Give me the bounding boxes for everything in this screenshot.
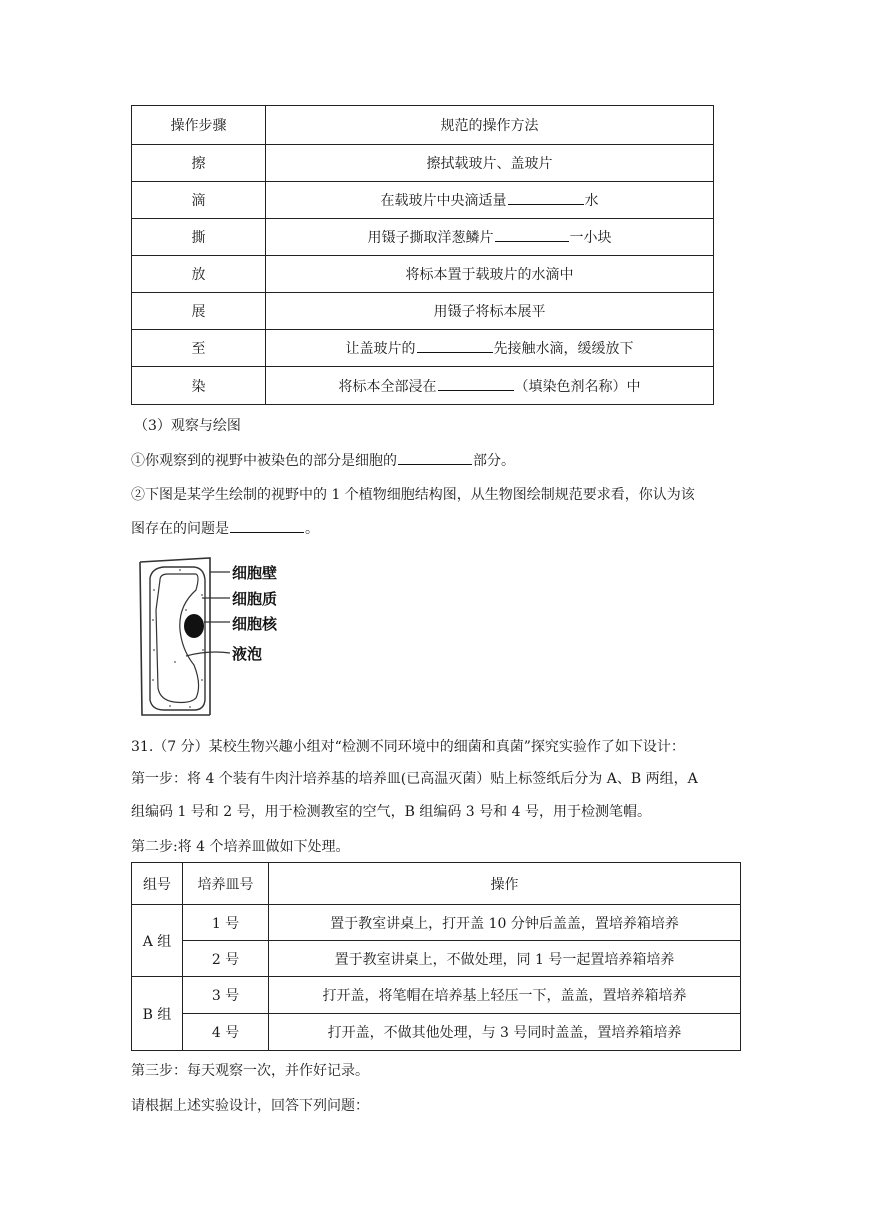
q31-line-4: 第二步:将 4 个培养皿做如下处理。 [131, 839, 350, 855]
answer-blank[interactable] [230, 518, 304, 533]
header-method: 规范的操作方法 [266, 106, 714, 145]
q31-line-3: 组编码 1 号和 2 号，用于检测教室的空气，B 组编码 3 号和 4 号，用于检测笔帽。 [131, 804, 651, 820]
table-row [132, 182, 714, 219]
method-cell: 将标本全部浸在 （填染色剂名称）中 [266, 367, 714, 405]
step-cell: 擦 [132, 145, 266, 182]
header-operation: 操作 [269, 863, 741, 905]
answer-blank[interactable] [438, 376, 514, 391]
step-cell: 放 [132, 256, 266, 293]
nucleus-shape [184, 614, 204, 638]
q31-line-2: 第一步：将 4 个装有牛肉汁培养基的培养皿(已高温灭菌）贴上标签纸后分为 A、B 两组，A [131, 771, 698, 787]
header-step: 操作步骤 [132, 106, 266, 145]
dish-cell: 3 号 [183, 977, 269, 1014]
answer-blank[interactable] [398, 450, 472, 465]
operation-steps-table [131, 105, 714, 405]
q31-line-1: 31.（7 分）某校生物兴趣小组对“检测不同环境中的细菌和真菌”探究实验作了如下设计： [131, 739, 685, 755]
group-cell: A 组 [132, 905, 183, 977]
table-row [132, 977, 741, 1014]
table-row [132, 293, 714, 330]
table-header-row [132, 106, 714, 145]
table-row [132, 145, 714, 182]
table-row [132, 905, 741, 941]
dish-cell: 2 号 [183, 941, 269, 977]
q31-line-6: 请根据上述实验设计，回答下列问题： [131, 1098, 369, 1114]
operation-cell: 置于教室讲桌上，不做处理，同 1 号一起置培养箱培养 [269, 941, 741, 977]
dish-cell: 1 号 [183, 905, 269, 941]
question-2-line-1: ②下图是某学生绘制的视野中的 1 个植物细胞结构图，从生物图绘制规范要求看，你认为该 [131, 487, 695, 503]
header-group: 组号 [132, 863, 183, 905]
step-cell: 展 [132, 293, 266, 330]
question-2-line-2: 图存在的问题是 。 [131, 518, 319, 538]
step-cell: 撕 [132, 219, 266, 256]
method-cell: 让盖玻片的 先接触水滴，缓缓放下 [266, 330, 714, 367]
method-cell: 擦拭载玻片、盖玻片 [266, 145, 714, 182]
step-cell: 滴 [132, 182, 266, 219]
answer-blank[interactable] [417, 338, 493, 353]
question-1: ①你观察到的视野中被染色的部分是细胞的 部分。 [131, 450, 515, 470]
operation-cell: 打开盖，不做其他处理，与 3 号同时盖盖，置培养箱培养 [269, 1014, 741, 1051]
answer-blank[interactable] [508, 190, 584, 205]
culture-dish-table [131, 862, 741, 1051]
table-row [132, 1014, 741, 1051]
section-title: （3）观察与绘图 [134, 418, 241, 434]
q31-line-5: 第三步：每天观察一次，并作好记录。 [131, 1063, 369, 1079]
method-cell: 用镊子将标本展平 [266, 293, 714, 330]
table-row [132, 941, 741, 977]
method-cell: 将标本置于载玻片的水滴中 [266, 256, 714, 293]
table-row [132, 367, 714, 405]
dish-cell: 4 号 [183, 1014, 269, 1051]
label-nucleus: 细胞核 [232, 615, 278, 633]
step-cell: 至 [132, 330, 266, 367]
label-cell-wall: 细胞壁 [232, 564, 278, 582]
table-row [132, 219, 714, 256]
table-row [132, 256, 714, 293]
method-cell: 用镊子撕取洋葱鳞片 一小块 [266, 219, 714, 256]
answer-blank[interactable] [495, 227, 569, 242]
operation-cell: 置于教室讲桌上，打开盖 10 分钟后盖盖，置培养箱培养 [269, 905, 741, 941]
vacuole-outline [156, 574, 199, 703]
table-header-row [132, 863, 741, 905]
group-cell: B 组 [132, 977, 183, 1051]
label-cytoplasm: 细胞质 [232, 590, 278, 608]
label-vacuole: 液泡 [232, 645, 263, 663]
table-row [132, 330, 714, 367]
operation-cell: 打开盖，将笔帽在培养基上轻压一下，盖盖，置培养箱培养 [269, 977, 741, 1014]
header-dish: 培养皿号 [183, 863, 269, 905]
step-cell: 染 [132, 367, 266, 405]
method-cell: 在载玻片中央滴适量 水 [266, 182, 714, 219]
leader-lines [186, 572, 230, 656]
